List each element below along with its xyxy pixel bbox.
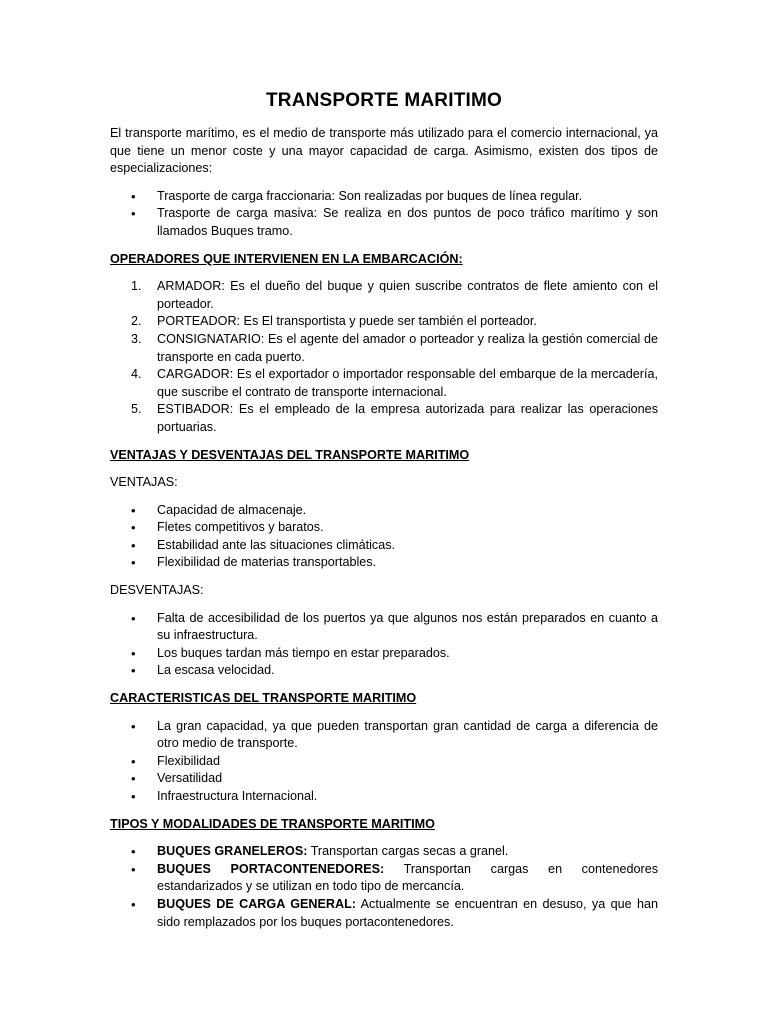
item-text: CONSIGNATARIO: Es el agente del amador o porteador y realiza la gestión comercial de transporte en cada puerto. [157, 331, 658, 364]
item-number: 5. [131, 402, 142, 417]
item-number: 1. [131, 279, 142, 294]
item-text: ESTIBADOR: Es el empleado de la empresa autorizada para realizar las operaciones portuarias. [157, 402, 658, 434]
advantages-list [110, 502, 658, 572]
list-item: • Versatilidad [110, 770, 658, 788]
list-item: • Estabilidad ante las situaciones climáticas. [110, 537, 658, 555]
item-text: CARGADOR: Es el exportador o importador responsable del embarque de la mercadería, que suscribe el contrato de transporte internacional. [157, 367, 658, 399]
item-text: Transportan cargas en contenedores estandarizados y se utilizan en todo tipo de mercancía. [157, 861, 659, 894]
list-item [110, 278, 658, 313]
list-item [110, 366, 658, 401]
list-item: • Flexibilidad [110, 753, 658, 771]
list-item: • Los buques tardan más tiempo en estar preparados. [110, 645, 658, 663]
item-number: 2. [131, 314, 142, 329]
item-lead: BUQUES DE CARGA GENERAL: [157, 896, 356, 911]
list-item [110, 843, 658, 861]
list-item [110, 861, 658, 896]
document-title: TRANSPORTE MARITIMO [265, 90, 502, 111]
list-item: • Infraestructura Internacional. [110, 788, 658, 806]
list-item: • Flexibilidad de materias transportables. [110, 554, 658, 572]
list-item: • La escasa velocidad. [110, 662, 658, 680]
specializations-list [110, 188, 658, 241]
list-item: • Falta de accesibilidad de los puertos ya que algunos nos están preparados en cuanto a su infraestructura. [110, 610, 658, 645]
item-number: 3. [131, 331, 142, 346]
list-item: • Capacidad de almacenaje. [110, 502, 658, 520]
list-item: • La gran capacidad, ya que pueden transportan gran cantidad de carga a diferencia de otro medio de transporte. [110, 718, 658, 753]
types-heading: TIPOS Y MODALIDADES DE TRANSPORTE MARITIMO [110, 816, 435, 831]
intro-paragraph: El transporte marítimo, es el medio de transporte más utilizado para el comercio internacional, ya que tiene un menor coste y una mayor capacidad de carga. Asimismo, existen dos tipos de especializaciones: [110, 126, 658, 176]
pros-cons-heading: VENTAJAS Y DESVENTAJAS DEL TRANSPORTE MARITIMO [110, 447, 470, 462]
item-lead: BUQUES GRANELEROS: [157, 844, 308, 859]
disadvantages-label: DESVENTAJAS: [110, 583, 204, 598]
operators-heading: OPERADORES QUE INTERVIENEN EN LA EMBARCACIÓN: [110, 251, 463, 266]
list-item: • Trasporte de carga fraccionaria: Son realizadas por buques de línea regular. [110, 188, 658, 206]
types-list [110, 843, 658, 931]
item-text: PORTEADOR: Es El transportista y puede ser también el porteador. [157, 314, 537, 329]
item-text: Transportan cargas secas a granel. [307, 844, 509, 859]
item-text: Actualmente se encuentran en desuso, ya que han sido remplazados por los buques portacontenedores. [157, 896, 658, 929]
characteristics-list [110, 718, 658, 806]
advantages-label: VENTAJAS: [110, 475, 178, 490]
operators-list [110, 278, 658, 436]
list-item [110, 331, 658, 366]
item-number: 4. [131, 367, 142, 382]
list-item: • Trasporte de carga masiva: Se realiza en dos puntos de poco tráfico marítimo y son llamados Buques tramo. [110, 205, 658, 240]
characteristics-heading: CARACTERISTICAS DEL TRANSPORTE MARITIMO [110, 691, 417, 706]
list-item: • Fletes competitivos y baratos. [110, 519, 658, 537]
list-item [110, 896, 658, 931]
list-item [110, 401, 658, 436]
item-lead: BUQUES PORTACONTENEDORES: [157, 861, 385, 876]
list-item [110, 313, 658, 331]
item-text: ARMADOR: Es el dueño del buque y quien suscribe contratos de flete amiento con el porteador. [157, 279, 658, 311]
disadvantages-list [110, 610, 658, 680]
